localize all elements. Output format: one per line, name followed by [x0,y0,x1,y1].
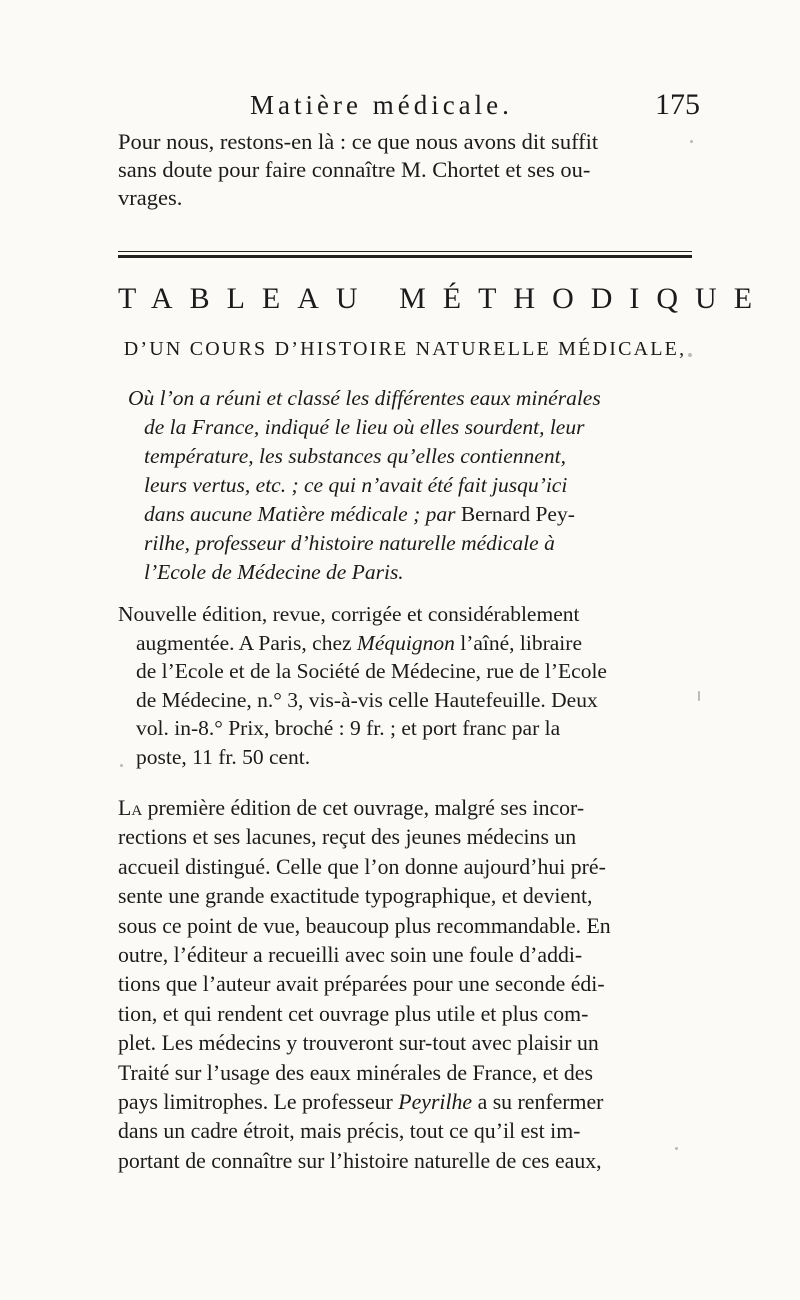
paper-speck [688,353,692,357]
running-head [110,88,700,124]
entry-title: TABLEAU MÉTHODIQUE [118,282,770,315]
body-line: Traité sur l’usage des eaux minérales de France, et des [118,1060,593,1085]
author-reference: Peyrilhe [398,1090,473,1115]
page-number: 175 [655,88,700,121]
body-paragraph [118,794,692,1176]
paper-speck [675,1147,678,1150]
entry-subtitle: D’UN COURS D’HISTOIRE NATURELLE MÉDICALE, [123,338,687,360]
edition-line: de l’Ecole et de la Société de Médecine, rue de l’Ecole [136,659,607,684]
author-name: Bernard Pey- [460,502,575,526]
intro-paragraph [118,128,692,212]
edition-line: de Médecine, n.° 3, vis-à-vis celle Hautefeuille. Deux [136,687,598,712]
body-line [118,1088,692,1117]
edition-line: poste, 11 fr. 50 cent. [136,744,311,769]
body-line: dans un cadre étroit, mais précis, tout ce qu’il est im- [118,1119,581,1144]
intro-line: vrages. [118,185,183,210]
body-line: outre, l’éditeur a recueilli avec soin une foule d’addi- [118,943,583,968]
section-rule-thin [118,251,692,252]
description-fragment: dans aucune Matière médicale ; par [144,502,456,526]
description-line: température, les substances qu’elles contiennent, [144,444,566,468]
intro-line: Pour nous, restons-en là : ce que nous avons dit suffit [118,129,599,154]
body-line: tions que l’auteur avait préparées pour une seconde édi- [118,972,605,997]
body-line [118,794,692,823]
body-fragment: pays limitrophes. Le professeur [118,1090,393,1115]
edition-fragment: augmentée. A Paris, chez [136,630,352,655]
edition-line: vol. in-8.° Prix, broché : 9 fr. ; et port franc par la [136,716,561,741]
description-line [128,500,682,529]
body-line: portant de connaître sur l’histoire naturelle de ces eaux, [118,1148,602,1173]
description-line: de la France, indiqué le lieu où elles sourdent, leur [144,415,585,439]
description-line: l’Ecole de Médecine de Paris. [144,560,404,584]
paper-speck [120,764,123,767]
section-rule-thick [118,255,692,258]
description-line: leurs vertus, etc. ; ce qui n’avait été fait jusqu’ici [144,473,568,497]
paper-speck [690,140,693,143]
body-fragment: première édition de cet ouvrage, malgré ses incor- [147,796,585,820]
description-line: Où l’on a réuni et classé les différentes eaux minérales [128,386,601,410]
intro-line: sans doute pour faire connaître M. Chortet et ses ou- [118,157,591,182]
entry-description [128,384,682,587]
edition-notice [118,600,692,772]
edition-fragment: l’aîné, libraire [460,630,582,655]
body-line: plet. Les médecins y trouveront sur-tout avec plaisir un [118,1031,599,1056]
body-line: sente une grande exactitude typographique, et devient, [118,884,593,909]
publisher-name: Méquignon [356,630,455,655]
paper-speck [698,691,700,701]
body-line: tion, et qui rendent cet ouvrage plus utile et plus com- [118,1001,589,1026]
body-line: accueil distingué. Celle que l’on donne aujourd’hui pré- [118,854,606,879]
edition-line: Nouvelle édition, revue, corrigée et considérablement [118,602,580,626]
edition-line [118,629,692,658]
body-line: sous ce point de vue, beaucoup plus recommandable. En [118,913,611,938]
paragraph-lead: La [118,796,143,820]
body-fragment: a su renfermer [477,1090,604,1115]
running-title: Matière médicale. [250,90,513,120]
body-line: rections et ses lacunes, reçut des jeunes médecins un [118,825,577,850]
description-line: rilhe, professeur d’histoire naturelle médicale à [144,531,555,555]
